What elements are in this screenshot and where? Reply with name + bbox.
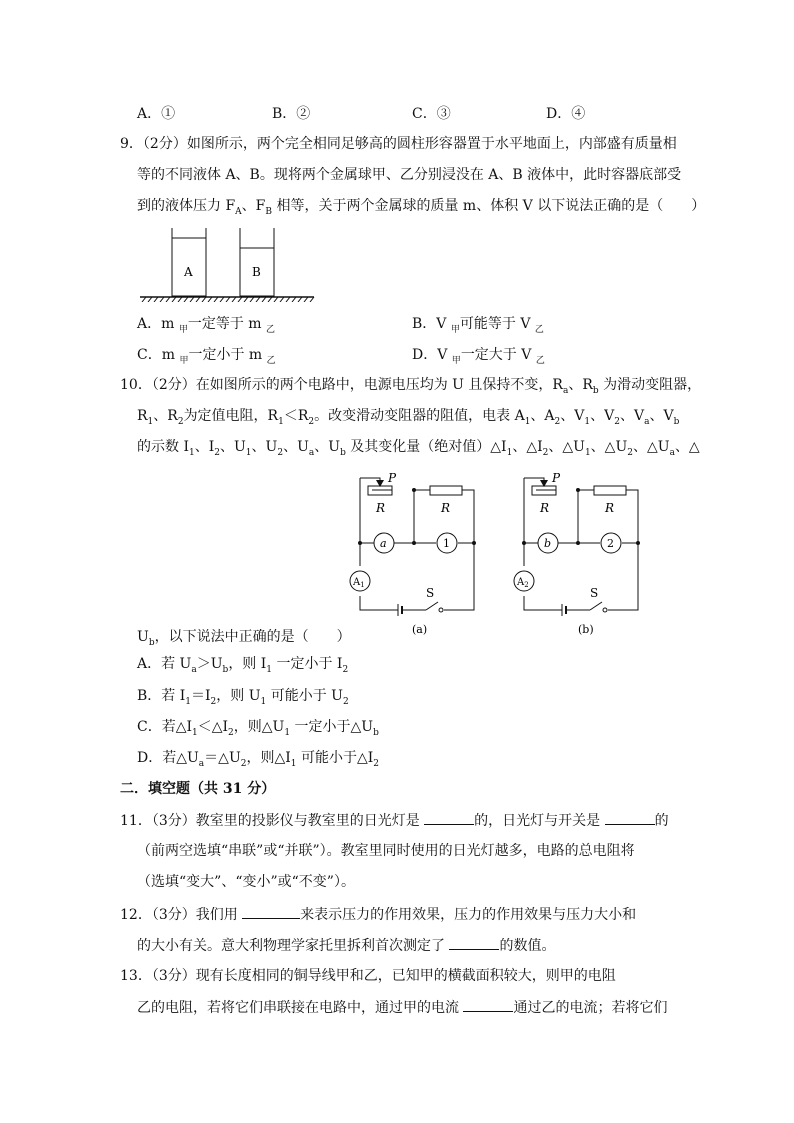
slider-a: [360, 478, 380, 486]
q9-option-c: C．m $_甲$一定小于 m $_乙$: [137, 347, 276, 366]
q13-line2: 乙的电阻，若将它们串联接在电路中，通过甲的电流 通过乙的电流；若将它们: [137, 997, 667, 1018]
label-liquid-a: A: [184, 265, 193, 279]
q10-line3: 的示数 $I_1$、$I_2$、$U_1$、$U_2$、$U_a$、$U_b$ 及其变化量（绝对值）$\triangle I_1$、$\triangle I_2$、$\triangle U_1$、$\triangle U_2$、$\triangle U_a$、△: [137, 439, 700, 458]
q10-line2: $R_1$、$R_2$为定值电阻，$R_1<R_2$。改变滑动变阻器的阻值，电表 $A_1$、$A_2$、$V_1$、$V_2$、$V_a$、$V_b$: [137, 408, 680, 427]
section-fill-in-title: 二．填空题（共 31 分）: [120, 781, 276, 797]
container-a: [172, 228, 206, 296]
switch-b: [590, 602, 602, 610]
q9-line3: 到的液体压力 $F_A$、$F_B$ 相等，关于两个金属球的质量 m、体积 V 以下说法正确的是（ ）: [137, 198, 706, 217]
label-meter-2: 2: [607, 537, 614, 550]
container-figure: [136, 222, 316, 302]
label-r-resistor-a: R: [441, 501, 451, 515]
q12-line2: 的大小有关。意大利物理学家托里拆利首次测定了 的数值。: [137, 935, 555, 956]
q9-option-d: D．V $_甲$一定大于 V $_乙$: [412, 347, 545, 366]
circuit-b: [504, 466, 654, 638]
q12-line1: 12．（3分）我们用 来表示压力的作用效果，压力的作用效果与压力大小和: [120, 904, 636, 925]
caption-b: (b): [578, 623, 594, 636]
q10-option-d: D．若$\triangle U_a=\triangle U_2$，则$\triangle I_1$ 可能小于$\triangle I_2$: [137, 750, 379, 769]
q8-option-c: C．③: [412, 106, 451, 122]
q9-option-a: A．m $_甲$一定等于 m $_乙$: [137, 316, 276, 335]
q9-line2: 等的不同液体 A、B。现将两个金属球甲、乙分别浸没在 A、B 液体中，此时容器底部受: [137, 167, 682, 183]
label-meter-a: a: [380, 537, 387, 550]
q11-line3: （选填“变大”、“变小”或“不变”）。: [137, 874, 355, 890]
label-meter-b: b: [544, 537, 552, 550]
resistor-b: [594, 486, 626, 495]
q8-option-b: B．②: [272, 106, 311, 122]
label-p-b: P: [552, 471, 561, 485]
label-ammeter-a1: $A_1$: [353, 577, 365, 589]
container-b: [240, 228, 274, 296]
q9-option-b: B．V $_甲$可能等于 V $_乙$: [412, 316, 544, 335]
switch-a: [426, 602, 438, 610]
q10-line4: $U_b$，以下说法中正确的是（ ）: [137, 629, 351, 648]
label-switch-a: S: [426, 586, 435, 600]
ground-hatch: [140, 297, 314, 302]
q10-option-b: B．若 $I_1=I_2$，则 $U_1$ 可能小于 $U_2$: [137, 688, 349, 707]
label-p-a: P: [388, 471, 397, 485]
q10-option-c: C．若$\triangle I_1<\triangle I_2$，则$\triangle U_1$ 一定小于$\triangle U_b$: [137, 719, 379, 738]
q12-blank-1[interactable]: [242, 904, 300, 919]
q10-line1: 10．（2分）在如图所示的两个电路中，电源电压均为 U 且保持不变，$R_a$、$R_b$ 为滑动变阻器，: [120, 377, 702, 396]
label-r-resistor-b: R: [605, 501, 615, 515]
label-switch-b: S: [590, 586, 599, 600]
q12-blank-2[interactable]: [449, 935, 499, 950]
q9-line1: 9．（2分）如图所示，两个完全相同足够高的圆柱形容器置于水平地面上，内部盛有质量相: [120, 136, 677, 152]
label-r-rheostat-a: R: [376, 501, 386, 515]
caption-a: (a): [412, 623, 428, 636]
q13-line1: 13．（3分）现有长度相同的铜导线甲和乙，已知甲的横截面积较大，则甲的电阻: [120, 968, 616, 984]
q10-option-a: A．若 $U_a>U_b$，则 $I_1$ 一定小于 $I_2$: [137, 656, 349, 675]
circuit-a: [340, 466, 490, 638]
q8-option-d: D．④: [546, 106, 586, 122]
label-r-rheostat-b: R: [540, 501, 550, 515]
q11-blank-2[interactable]: [605, 810, 655, 825]
q13-blank-1[interactable]: [463, 997, 513, 1012]
label-ammeter-a2: $A_2$: [517, 577, 529, 589]
label-liquid-b: B: [252, 265, 261, 279]
q8-option-a: A．①: [137, 106, 176, 122]
q11-line1: 11．（3分）教室里的投影仪与教室里的日光灯是 的，日光灯与开关是 的: [120, 810, 669, 831]
q11-blank-1[interactable]: [424, 810, 474, 825]
label-meter-1: 1: [443, 537, 450, 550]
resistor-a: [430, 486, 462, 495]
q11-line2: （前两空选填“串联”或“并联”）。教室里同时使用的日光灯越多，电路的总电阻将: [137, 843, 635, 859]
slider-b: [524, 478, 544, 486]
